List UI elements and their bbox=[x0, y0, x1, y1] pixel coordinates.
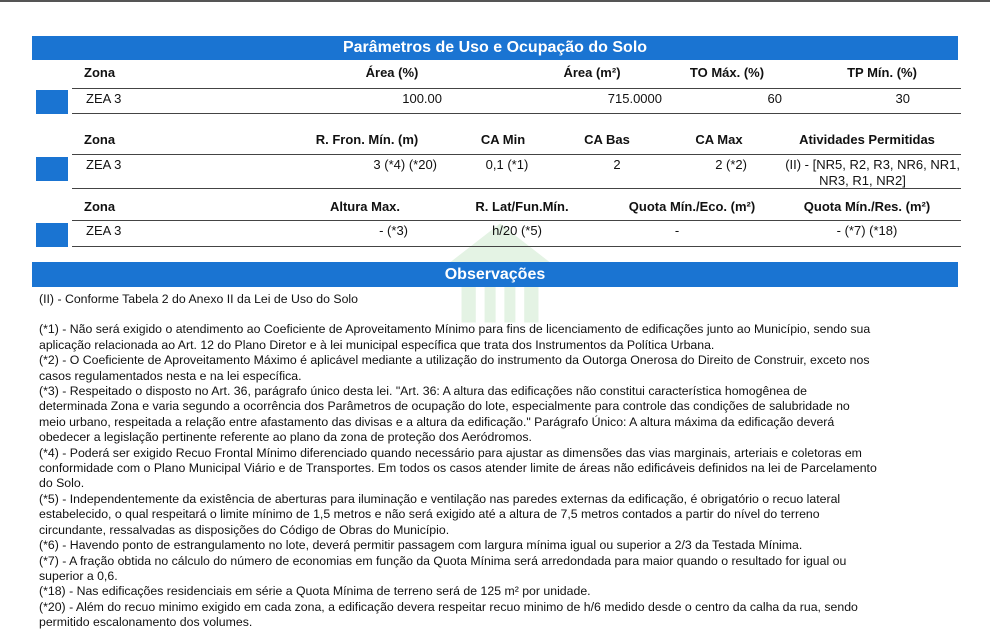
obs-line: estabelecido, o qual respeitará o limite mínimo de 1,5 metros e não será exigido até a altura de 7,5 metros contados a partir do nível do terreno bbox=[39, 507, 820, 522]
section-title-parametros: Parâmetros de Uso e Ocupação do Solo bbox=[32, 36, 958, 60]
obs-line: casos regulamentados nesta e na lei específica. bbox=[39, 368, 302, 383]
obs-line: determinada Zona e varia segundo a ocorrência dos Parâmetros de ocupação do lote, especialmente para controle das condições de salubridade no bbox=[39, 399, 850, 414]
table2-row-top-line bbox=[72, 154, 961, 155]
obs-line: conformidade com o Plano Municipal Viário e de Transportes. Em todos os casos atender limite de áreas não edificáveis definidos na lei de Parcelamento bbox=[39, 461, 877, 476]
cell-ca-max: 2 (*2) bbox=[715, 157, 747, 172]
col-r-fron-min: R. Fron. Mín. (m) bbox=[315, 132, 419, 147]
table1-row bbox=[32, 91, 958, 109]
cell-zona: ZEA 3 bbox=[86, 91, 122, 106]
table3-row-top-line bbox=[72, 220, 961, 221]
obs-line: permitido escalonamento dos volumes. bbox=[39, 615, 253, 630]
obs-line: (II) - Conforme Tabela 2 do Anexo II da Lei de Uso do Solo bbox=[39, 292, 358, 306]
table1-header bbox=[32, 65, 958, 83]
top-border-line bbox=[0, 0, 990, 2]
obs-line: (*18) - Nas edificações residenciais em série a Quota Mínima de terreno será de 125 m² por unidade. bbox=[39, 584, 591, 599]
table1-row-bottom-line bbox=[72, 113, 961, 114]
table2-row bbox=[32, 157, 958, 189]
cell-area-pct: 100.00 bbox=[402, 91, 442, 106]
obs-line: (*3) - Respeitado o disposto no Art. 36, parágrafo único desta lei. "Art. 36: A altura das edificações não constitui característica homogênea de bbox=[39, 384, 807, 399]
obs-line: (*6) - Havendo ponto de estrangulamento no lote, deverá permitir passagem com largura mínima igual ou superior a 2/3 da Testada Mínima. bbox=[39, 538, 803, 553]
obs-line: (*5) - Independentemente da existência de aberturas para iluminação e ventilação nas paredes externas da edificação, é obrigatório o recuo lateral bbox=[39, 491, 841, 506]
cell-r-fron-min: 3 (*4) (*20) bbox=[373, 157, 437, 172]
col-quota-res: Quota Mín./Res. (m²) bbox=[803, 199, 931, 214]
cell-ca-bas: 2 bbox=[613, 157, 621, 172]
col-area-m2: Área (m²) bbox=[563, 65, 621, 80]
obs-line: aplicação relacionada ao Art. 12 do Plano Diretor e à lei municipal específica que trata dos Instrumentos da Política Urbana. bbox=[39, 337, 715, 352]
cell-zona: ZEA 3 bbox=[86, 223, 122, 238]
cell-atividades-line1: (II) - [NR5, R2, R3, NR6, NR1, bbox=[785, 157, 960, 172]
table1-row-top-line bbox=[72, 88, 961, 89]
col-tp-min: TP Mín. (%) bbox=[847, 65, 917, 80]
col-zona: Zona bbox=[84, 132, 116, 147]
table3-row-bottom-line bbox=[72, 246, 961, 247]
cell-to-max: 60 bbox=[767, 91, 782, 106]
cell-zona: ZEA 3 bbox=[86, 157, 122, 172]
col-ca-bas: CA Bas bbox=[584, 132, 630, 147]
col-zona: Zona bbox=[84, 65, 116, 80]
obs-line: circundante, ressalvadas as disposições do Código de Obras do Município. bbox=[39, 522, 450, 537]
col-atividades: Atividades Permitidas bbox=[799, 132, 935, 147]
obs-line: (*4) - Poderá ser exigido Recuo Frontal Mínimo diferenciado quando necessário para ajustar as dimensões das vias marginais, arteriais e coletoras em bbox=[39, 445, 862, 460]
cell-tp-min: 30 bbox=[895, 91, 910, 106]
cell-quota-res: - (*7) (*18) bbox=[836, 223, 898, 238]
obs-line: meio urbano, respeitada a relação entre afastamento das divisas e a altura da edificação." Parágrafo Único: A altura máxima da edificação deverá bbox=[39, 414, 835, 429]
obs-line: do Solo. bbox=[39, 476, 85, 491]
cell-r-lat-fun: h/20 (*5) bbox=[492, 223, 542, 238]
table2-row-bottom-line bbox=[72, 188, 961, 189]
col-ca-max: CA Max bbox=[695, 132, 743, 147]
observacoes-text bbox=[39, 292, 959, 631]
cell-ca-min: 0,1 (*1) bbox=[485, 157, 529, 172]
section-title-observacoes: Observações bbox=[32, 262, 958, 287]
cell-altura-max: - (*3) bbox=[379, 223, 408, 238]
cell-area-m2: 715.0000 bbox=[607, 91, 662, 106]
col-ca-min: CA Min bbox=[480, 132, 526, 147]
table3-header bbox=[32, 199, 958, 217]
col-to-max: TO Máx. (%) bbox=[689, 65, 765, 80]
obs-line: (*7) - A fração obtida no cálculo do número de economias em função da Quota Mínima será arredondada para maior quando o resultado for igual ou bbox=[39, 553, 847, 568]
obs-line: obedecer a legislação pertinente referente ao plano da zona de proteção dos Aeródromos. bbox=[39, 430, 532, 445]
obs-line: (*1) - Não será exigido o atendimento ao Coeficiente de Aproveitamento Mínimo para fins de licenciamento de edificações junto ao Município, sendo sua bbox=[39, 322, 871, 337]
col-altura-max: Altura Max. bbox=[329, 199, 401, 214]
obs-line: (*2) - O Coeficiente de Aproveitamento Máximo é aplicável mediante a utilização do instrumento da Outorga Onerosa do Direito de Construir, exceto nos bbox=[39, 353, 870, 368]
cell-atividades-line2: NR3, R1, NR2] bbox=[819, 173, 906, 188]
obs-line: (*20) - Além do recuo minimo exigido em cada zona, a edificação devera respeitar recuo minimo de h/6 medido desde o centro da calha da rua, sendo bbox=[39, 599, 858, 614]
col-quota-eco: Quota Mín./Eco. (m²) bbox=[628, 199, 756, 214]
cell-quota-eco: - bbox=[674, 223, 680, 238]
col-zona: Zona bbox=[84, 199, 116, 214]
obs-line: superior a 0,6. bbox=[39, 568, 118, 583]
col-r-lat-fun: R. Lat/Fun.Mín. bbox=[475, 199, 569, 214]
table3-row bbox=[32, 223, 958, 241]
col-area-pct: Área (%) bbox=[365, 65, 419, 80]
table2-header bbox=[32, 132, 958, 150]
